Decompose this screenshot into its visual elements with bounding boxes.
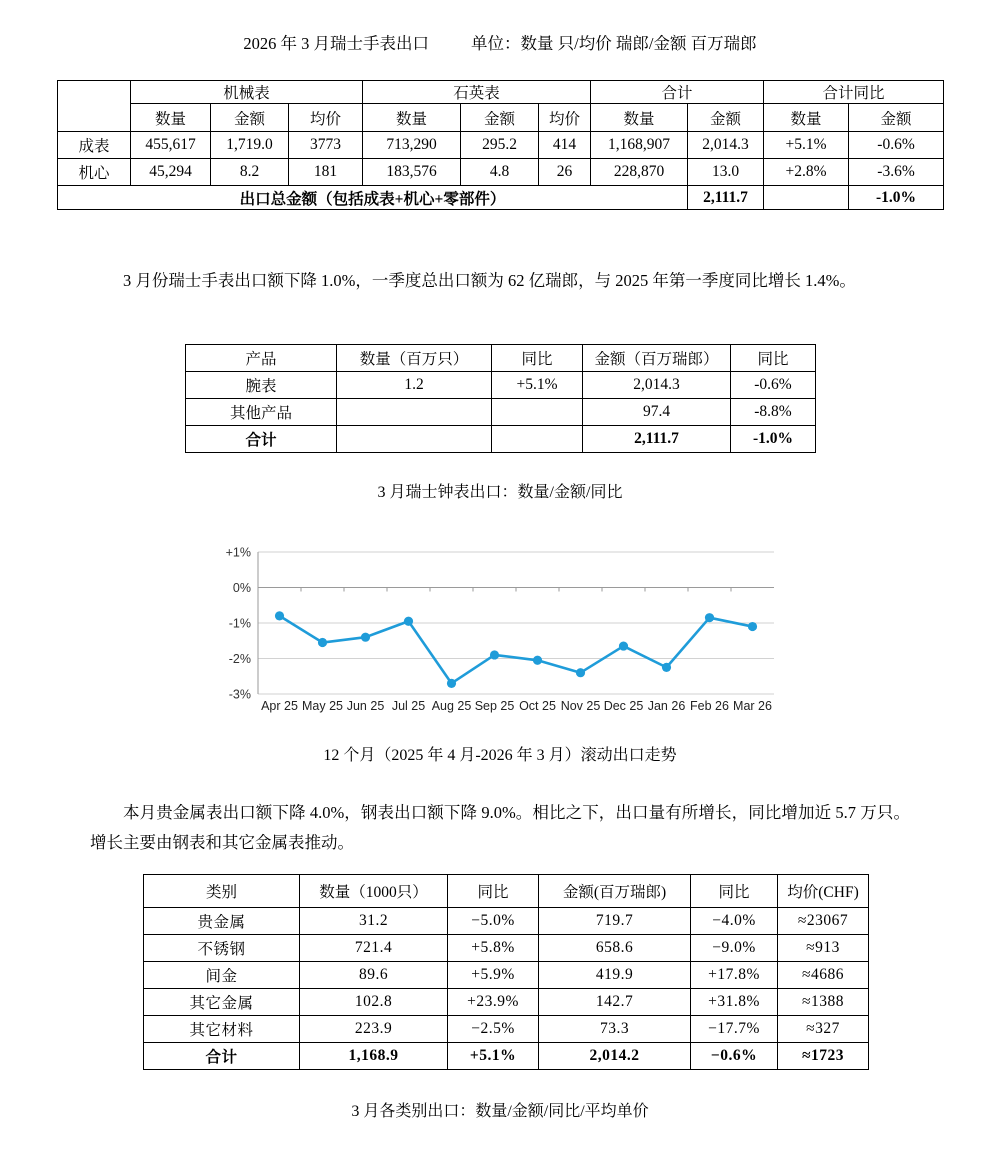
t3-row-label: 其它金属 [144, 989, 300, 1016]
t2-row-label: 腕表 [186, 372, 337, 399]
t1-cell: 2,014.3 [688, 132, 764, 159]
t1-cell: 295.2 [461, 132, 539, 159]
t1-group-quartz: 石英表 [363, 81, 591, 104]
t3-row-label: 不锈钢 [144, 935, 300, 962]
t3-cell: 719.7 [539, 908, 691, 935]
y-tick-label: -2% [228, 652, 251, 666]
x-tick-label: Nov 25 [560, 699, 601, 713]
t2-cell: +5.1% [492, 372, 583, 399]
t1-subheader: 金额 [461, 104, 539, 132]
t1-cell: 3773 [289, 132, 363, 159]
t3-row-other-materials [144, 1016, 869, 1043]
x-tick-label: Mar 26 [733, 699, 772, 713]
t2-header: 同比 [492, 345, 583, 372]
t3-row-bimetal [144, 962, 869, 989]
x-tick-label: Oct 25 [519, 699, 556, 713]
page-title [0, 30, 1000, 54]
t1-subheader: 数量 [591, 104, 688, 132]
t3-header: 数量（1000只） [300, 875, 448, 908]
t3-cell: 2,014.2 [539, 1043, 691, 1070]
t1-cell: 414 [539, 132, 591, 159]
t1-cell: 4.8 [461, 159, 539, 186]
t3-cell: +5.1% [448, 1043, 539, 1070]
t1-total-value: 2,111.7 [688, 186, 764, 210]
t3-cell: −5.0% [448, 908, 539, 935]
t3-header-row [144, 875, 869, 908]
t2-header-row [186, 345, 816, 372]
t3-cell: +5.8% [448, 935, 539, 962]
t1-cell: +5.1% [764, 132, 849, 159]
t3-cell: 223.9 [300, 1016, 448, 1043]
t3-cell: −9.0% [691, 935, 778, 962]
t3-cell: ≈913 [778, 935, 869, 962]
t3-cell: −2.5% [448, 1016, 539, 1043]
t3-header: 金额(百万瑞郎) [539, 875, 691, 908]
y-tick-label: +1% [225, 545, 251, 560]
t3-total-row [144, 1043, 869, 1070]
t3-cell: 721.4 [300, 935, 448, 962]
rolling-trend-chart [222, 538, 782, 723]
t1-row-finished-watches [58, 132, 944, 159]
t3-cell: +5.9% [448, 962, 539, 989]
t2-cell [337, 399, 492, 426]
t1-subheader-row [58, 104, 944, 132]
x-tick-label: Jul 25 [391, 699, 426, 713]
data-point-Mar-26 [748, 622, 757, 631]
chart-caption: 12 个月（2025 年 4 月-2026 年 3 月）滚动出口走势 [323, 747, 677, 764]
t3-row-other-metals [144, 989, 869, 1016]
t2-cell: 2,014.3 [583, 372, 731, 399]
x-tick-label: Feb 26 [690, 699, 729, 713]
t3-cell: 73.3 [539, 1016, 691, 1043]
data-point-May-25 [318, 638, 327, 647]
t1-cell: 455,617 [131, 132, 211, 159]
t2-row-other-products [186, 399, 816, 426]
x-tick-label: Apr 25 [261, 699, 298, 713]
t1-subheader: 数量 [764, 104, 849, 132]
t1-subheader: 金额 [849, 104, 944, 132]
t1-row-movements [58, 159, 944, 186]
t1-cell: +2.8% [764, 159, 849, 186]
t3-row-label: 合计 [144, 1043, 300, 1070]
t1-cell: 8.2 [211, 159, 289, 186]
t3-cell: +17.8% [691, 962, 778, 989]
t1-cell: 228,870 [591, 159, 688, 186]
t2-cell [492, 399, 583, 426]
t3-cell: ≈23067 [778, 908, 869, 935]
t3-row-label: 其它材料 [144, 1016, 300, 1043]
category-breakdown-table [143, 874, 869, 1070]
t1-row-label: 机心 [58, 159, 131, 186]
t1-subheader: 均价 [289, 104, 363, 132]
t2-cell: -8.8% [731, 399, 816, 426]
t1-cell: -3.6% [849, 159, 944, 186]
t1-subheader: 均价 [539, 104, 591, 132]
t1-cell: 45,294 [131, 159, 211, 186]
t2-header: 产品 [186, 345, 337, 372]
export-summary-table [57, 80, 944, 210]
data-point-Sep-25 [490, 650, 499, 659]
t1-cell: 181 [289, 159, 363, 186]
t3-row-stainless-steel [144, 935, 869, 962]
t2-row-wristwatches [186, 372, 816, 399]
data-point-Oct-25 [533, 656, 542, 665]
t1-subheader: 数量 [131, 104, 211, 132]
t3-row-label: 间金 [144, 962, 300, 989]
t3-header: 均价(CHF) [778, 875, 869, 908]
t1-cell: 26 [539, 159, 591, 186]
x-tick-label: Sep 25 [474, 699, 515, 713]
t2-row-label: 其他产品 [186, 399, 337, 426]
t1-group-mechanical: 机械表 [131, 81, 363, 104]
t1-subheader: 金额 [688, 104, 764, 132]
t3-cell: 419.9 [539, 962, 691, 989]
data-point-Feb-26 [705, 613, 714, 622]
table3-caption: 3 月各类别出口：数量/金额/同比/平均单价 [351, 1103, 649, 1120]
t3-header: 同比 [448, 875, 539, 908]
t3-cell: +31.8% [691, 989, 778, 1016]
t2-cell: 2,111.7 [583, 426, 731, 453]
t1-group-total-yoy: 合计同比 [764, 81, 944, 104]
t2-cell: -1.0% [731, 426, 816, 453]
t3-cell: 89.6 [300, 962, 448, 989]
t3-cell: −0.6% [691, 1043, 778, 1070]
t2-cell: -0.6% [731, 372, 816, 399]
data-point-Jun-25 [361, 633, 370, 642]
t1-group-total: 合计 [591, 81, 764, 104]
t3-cell: ≈4686 [778, 962, 869, 989]
t1-cell: 183,576 [363, 159, 461, 186]
paragraph-march-summary: 3 月份瑞士手表出口额下降 1.0%，一季度总出口额为 62 亿瑞郎，与 2025 年第一季度同比增长 1.4%。 [123, 271, 856, 290]
t3-cell: −17.7% [691, 1016, 778, 1043]
t3-cell: 142.7 [539, 989, 691, 1016]
t1-cell: -0.6% [849, 132, 944, 159]
y-tick-label: -1% [228, 616, 251, 631]
t3-cell: +23.9% [448, 989, 539, 1016]
t2-header: 数量（百万只） [337, 345, 492, 372]
t1-subheader: 金额 [211, 104, 289, 132]
t3-row-precious-metal [144, 908, 869, 935]
trend-chart-svg [222, 538, 782, 723]
t3-cell: 658.6 [539, 935, 691, 962]
t2-total-row [186, 426, 816, 453]
t3-header: 类别 [144, 875, 300, 908]
data-point-Aug-25 [447, 679, 456, 688]
data-point-Dec-25 [619, 641, 628, 650]
t1-total-label: 出口总金额（包括成表+机心+零部件） [58, 186, 688, 210]
t3-header: 同比 [691, 875, 778, 908]
paragraph-materials-summary: 本月贵金属表出口额下降 4.0%，钢表出口额下降 9.0%。相比之下，出口量有所增长，同比增加近 5.7 万只。增长主要由钢表和其它金属表推动。 [90, 803, 910, 852]
data-point-Nov-25 [576, 668, 585, 677]
t3-cell: ≈1388 [778, 989, 869, 1016]
y-tick-label: -3% [228, 687, 251, 702]
t3-cell: 102.8 [300, 989, 448, 1016]
t2-cell: 1.2 [337, 372, 492, 399]
table2-caption: 3 月瑞士钟表出口：数量/金额/同比 [377, 484, 623, 501]
x-tick-label: May 25 [302, 699, 343, 713]
t2-cell [492, 426, 583, 453]
t1-total-row [58, 186, 944, 210]
t2-cell [337, 426, 492, 453]
t3-cell: ≈327 [778, 1016, 869, 1043]
t1-corner-cell [58, 81, 131, 132]
data-point-Jul-25 [404, 617, 413, 626]
x-tick-label: Jan 26 [647, 699, 686, 713]
t1-total-qty-yoy [764, 186, 849, 210]
t1-row-label: 成表 [58, 132, 131, 159]
x-tick-label: Jun 25 [346, 699, 385, 713]
t3-cell: ≈1723 [778, 1043, 869, 1070]
x-tick-label: Aug 25 [431, 699, 472, 713]
t1-group-header-row [58, 81, 944, 104]
t1-subheader: 数量 [363, 104, 461, 132]
product-breakdown-table [185, 344, 816, 453]
trend-line [280, 616, 753, 683]
title-text: 2026 年 3 月瑞士手表出口 [243, 34, 430, 53]
t2-header: 金额（百万瑞郎） [583, 345, 731, 372]
t1-total-value-yoy: -1.0% [849, 186, 944, 210]
t1-cell: 713,290 [363, 132, 461, 159]
t1-cell: 1,168,907 [591, 132, 688, 159]
t3-cell: −4.0% [691, 908, 778, 935]
t3-row-label: 贵金属 [144, 908, 300, 935]
t3-cell: 1,168.9 [300, 1043, 448, 1070]
t2-header: 同比 [731, 345, 816, 372]
y-tick-label: 0% [232, 581, 251, 595]
t3-cell: 31.2 [300, 908, 448, 935]
x-tick-label: Dec 25 [603, 699, 644, 713]
t2-cell: 97.4 [583, 399, 731, 426]
t1-cell: 13.0 [688, 159, 764, 186]
data-point-Apr-25 [275, 611, 284, 620]
data-point-Jan-26 [662, 663, 671, 672]
t1-cell: 1,719.0 [211, 132, 289, 159]
t2-row-label: 合计 [186, 426, 337, 453]
title-units: 单位：数量 只/均价 瑞郎/金额 百万瑞郎 [471, 34, 757, 53]
